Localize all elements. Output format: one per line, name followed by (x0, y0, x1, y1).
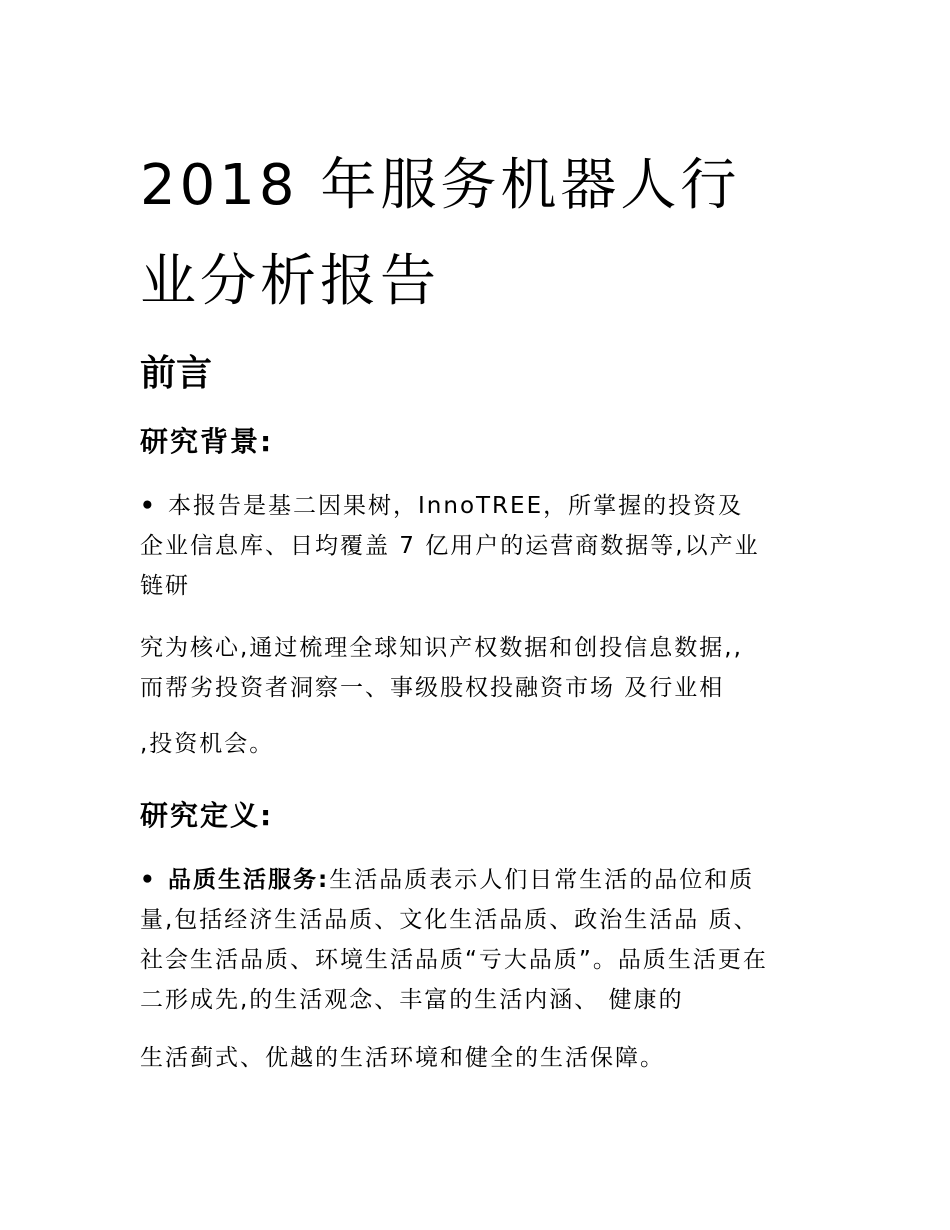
definition-line-3: 社会生活品质、环境生活品质“亏大品质”。品质生活更在 (140, 947, 768, 973)
background-line-2: 企业信息库、日均覆盖 7 亿用户的运营商数据等,以产业 (140, 533, 760, 559)
definition-line-4: 二形成先,的生活观念、丰富的生活内涵、 健康的 (140, 987, 684, 1013)
background-line-4: 究为核心,通过梳理全球知识产权数据和创投信息数据,, (140, 635, 743, 661)
bullet-icon: • (140, 867, 157, 893)
preface-heading: 前言 (140, 353, 213, 394)
definition-term: 品质生活服务: (168, 867, 330, 893)
background-paragraph-2 (140, 628, 820, 708)
title-line-1: 2018 年服务机器人行 (140, 153, 741, 218)
background-paragraph-1 (140, 486, 820, 606)
definition-paragraph-2 (140, 1038, 820, 1078)
definition-paragraph-1 (140, 860, 820, 1020)
document-page (140, 138, 820, 1078)
bullet-icon: • (140, 493, 157, 519)
title-line-2: 业分析报告 (140, 249, 440, 314)
definition-line-5: 生活蓟式、优越的生活环境和健全的生活保障。 (140, 1045, 665, 1071)
background-line-6: ,投资机会。 (140, 731, 275, 757)
background-line-3: 链研 (140, 573, 190, 599)
document-title (140, 138, 820, 330)
background-line-1: • 本报告是基二因果树，InnoTREE，所掌握的投资及 (140, 486, 820, 526)
background-heading: 研究背景: (140, 425, 274, 458)
background-line-5: 而帮劣投资者洞察一、事级股权投融资市场 及行业相 (140, 675, 725, 701)
definition-line-2: 量,包括经济生活品质、文化生活品质、政治生活品 质、 (140, 907, 759, 933)
definition-heading: 研究定义: (140, 799, 274, 832)
definition-line-1: • 品质生活服务:生活品质表示人们日常生活的品位和质 (140, 860, 820, 900)
background-paragraph-3 (140, 724, 820, 764)
